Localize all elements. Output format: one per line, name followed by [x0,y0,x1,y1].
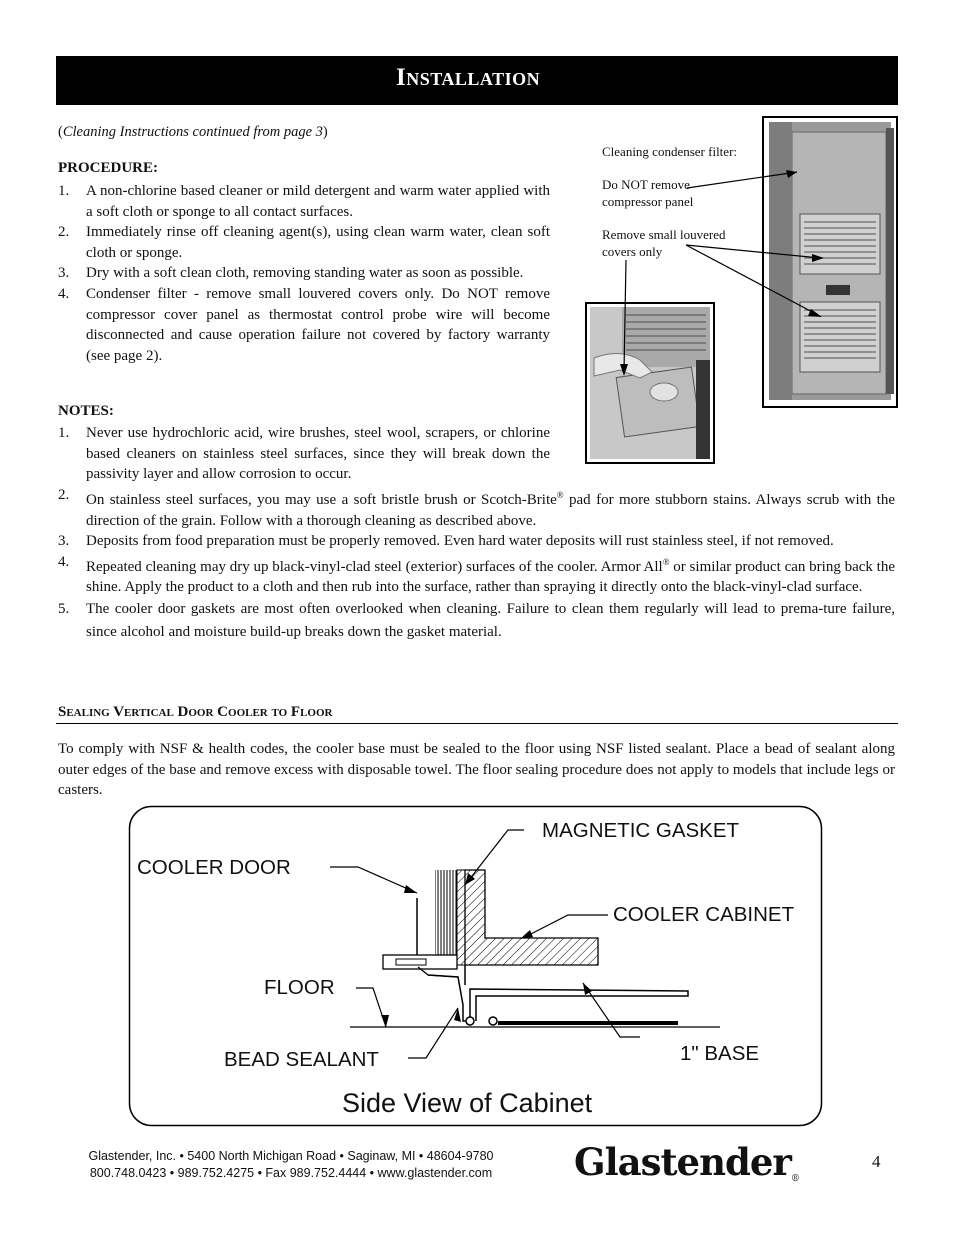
procedure-heading: PROCEDURE: [58,160,158,176]
magnetic-gasket [457,870,465,965]
diagram-frame [130,807,822,1126]
list-item: 2. Immediately rinse off cleaning agent(s), using clean warm water, clean soft cloth or sponge. [58,224,550,261]
sealing-paragraph: To comply with NSF & health codes, the cooler base must be sealed to the floor using NSF listed sealant. Place a bead of sealant along outer edges of the base and remove excess with disposable towel. The floor sealing procedure does not apply to models that include legs or casters. [58,741,895,799]
list-item: 1. Never use hydrochloric acid, wire brushes, steel wool, scrapers, or chlorine based cleaners on stainless steel surfaces, since they will break down the passivity layer and allow corrosion to occur. [58,425,550,483]
page-number: 4 [872,1152,881,1171]
page-title: Installation [396,64,541,91]
procedure-list [58,181,550,366]
caption-do-not-remove: Do NOT remove compressor panel [602,177,694,209]
sealant-bead [466,1017,474,1025]
list-item: 1. A non-chlorine based cleaner or mild detergent and warm water applied with a soft cloth or sponge to all contact surfaces. [58,183,550,220]
label-cooler-cabinet: COOLER CABINET [613,903,795,926]
list-item: 2. On stainless steel surfaces, you may use a soft bristle brush or Scotch-Brite® pad for more stubborn stains. Always scrub with the direction of the grain. Follow with a thorough cleaning as described above. [58,487,895,529]
footer-address: Glastender, Inc. • 5400 North Michigan Road • Saginaw, MI • 48604-9780 800.748.0423 • 989.752.4275 • Fax 989.752.4444 • www.glastender.com [88,1149,494,1180]
note-1 [58,423,550,485]
list-item: 4. Condenser filter - remove small louvered covers only. Do NOT remove compressor cover panel as thermostat control probe wire will become disconnected and cause operation failure not covered by factory warranty (see page 2). [58,285,550,364]
cooler-photo [763,117,897,407]
section-heading-sealing: Sealing Vertical Door Cooler to Floor [58,704,333,720]
sealant-bead [489,1017,497,1025]
label-bead-sealant: BEAD SEALANT [224,1048,379,1071]
continued-note: (Cleaning Instructions continued from page 3) [58,124,328,140]
notes-wide [58,485,895,644]
list-item: 3. Deposits from food preparation must be properly removed. Even hard water deposits will rust stainless steel, if not removed. [58,533,834,550]
label-cooler-door: COOLER DOOR [137,856,291,879]
label-base: 1" BASE [680,1042,760,1065]
label-floor: FLOOR [264,976,335,999]
cooler-photos [580,110,900,470]
label-magnetic-gasket: MAGNETIC GASKET [542,819,740,842]
list-item: 4. Repeated cleaning may dry up black-vinyl-clad steel (exterior) surfaces of the cooler. Armor All® or similar product can bring back the shine. Apply the product to a cloth and then rub into the surface, rather than spraying it directly onto the black-vinyl-clad surface. [58,553,895,596]
diagram-title: Side View of Cabinet [342,1088,593,1118]
hand-photo [586,303,714,463]
glastender-logo: Glastender® [574,1140,799,1184]
notes-heading: NOTES: [58,403,114,419]
caption-cleaning-filter: Cleaning condenser filter: [602,144,738,159]
list-item: 5. The cooler door gaskets are most often overlooked when cleaning. Failure to clean them regularly will lead to prema-ture failure, since alcohol and moisture build-up breaks down the gasket material. [58,600,895,640]
list-item: 3. Dry with a soft clean cloth, removing standing water as soon as possible. [58,265,524,282]
caption-remove-covers: Remove small louvered covers only [602,227,726,259]
section-rule [56,723,898,724]
side-view-diagram [128,805,824,1127]
